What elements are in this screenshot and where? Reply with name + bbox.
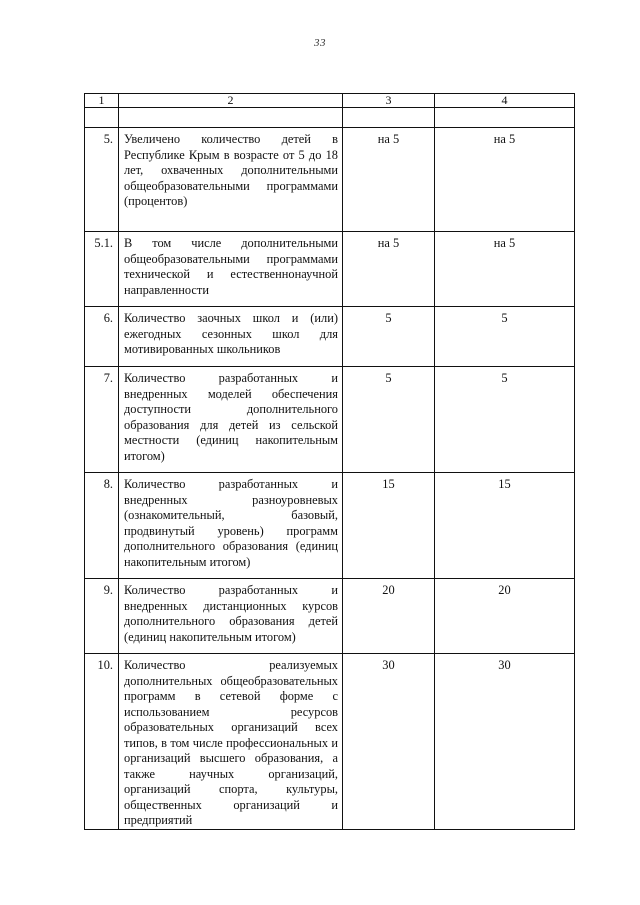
- row-number: 9.: [85, 579, 119, 654]
- table-spacer-row: [85, 108, 575, 128]
- table-header-row: [85, 94, 575, 108]
- row-value-col4: на 5: [435, 232, 575, 307]
- row-number: 8.: [85, 473, 119, 579]
- row-value-col4: на 5: [435, 128, 575, 232]
- table-row: [85, 307, 575, 367]
- spacer-cell: [435, 108, 575, 128]
- indicators-table: [84, 93, 575, 830]
- row-value-col3: 20: [343, 579, 435, 654]
- row-value-col3: 30: [343, 654, 435, 830]
- table-row: [85, 367, 575, 473]
- row-description: Количество заочных школ и (или) ежегодных сезонных школ для мотивированных школьников: [119, 307, 343, 367]
- page-number: 33: [314, 37, 326, 49]
- table-row: [85, 232, 575, 307]
- row-number: 7.: [85, 367, 119, 473]
- row-value-col3: 5: [343, 307, 435, 367]
- row-value-col4: 30: [435, 654, 575, 830]
- row-value-col4: 5: [435, 367, 575, 473]
- row-value-col3: 5: [343, 367, 435, 473]
- row-description: Количество разработанных и внедренных дистанционных курсов дополнительного образования детей (единиц накопительным итогом): [119, 579, 343, 654]
- row-value-col4: 5: [435, 307, 575, 367]
- table-row: [85, 579, 575, 654]
- row-description: Количество разработанных и внедренных моделей обеспечения доступности дополнительного образования для детей из сельской местности (единиц накопительным итогом): [119, 367, 343, 473]
- row-value-col3: на 5: [343, 232, 435, 307]
- row-description: Увеличено количество детей в Республике Крым в возрасте от 5 до 18 лет, охваченных дополнительными общеобразовательными программами (процентов): [119, 128, 343, 232]
- indicators-table-container: [84, 93, 574, 830]
- column-header: 2: [119, 94, 343, 108]
- row-number: 5.: [85, 128, 119, 232]
- row-value-col4: 20: [435, 579, 575, 654]
- column-header: 3: [343, 94, 435, 108]
- column-header: 4: [435, 94, 575, 108]
- row-description: Количество реализуемых дополнительных общеобразовательных программ в сетевой форме с использованием ресурсов образовательных организаций всех типов, в том числе профессиональных и организаций высшего образования, а также научных организаций, организаций спорта, культуры, общественных организаций и предприятий: [119, 654, 343, 830]
- row-description: Количество разработанных и внедренных разноуровневых (ознакомительный, базовый, продвинутый уровень) программ дополнительного образования (единиц накопительным итогом): [119, 473, 343, 579]
- row-number: 6.: [85, 307, 119, 367]
- table-row: [85, 654, 575, 830]
- spacer-cell: [119, 108, 343, 128]
- spacer-cell: [85, 108, 119, 128]
- table-row: [85, 128, 575, 232]
- row-description: В том числе дополнительными общеобразовательными программами технической и естественнонаучной направленности: [119, 232, 343, 307]
- spacer-cell: [343, 108, 435, 128]
- row-number: 10.: [85, 654, 119, 830]
- row-value-col4: 15: [435, 473, 575, 579]
- column-header: 1: [85, 94, 119, 108]
- row-value-col3: 15: [343, 473, 435, 579]
- row-number: 5.1.: [85, 232, 119, 307]
- row-value-col3: на 5: [343, 128, 435, 232]
- table-row: [85, 473, 575, 579]
